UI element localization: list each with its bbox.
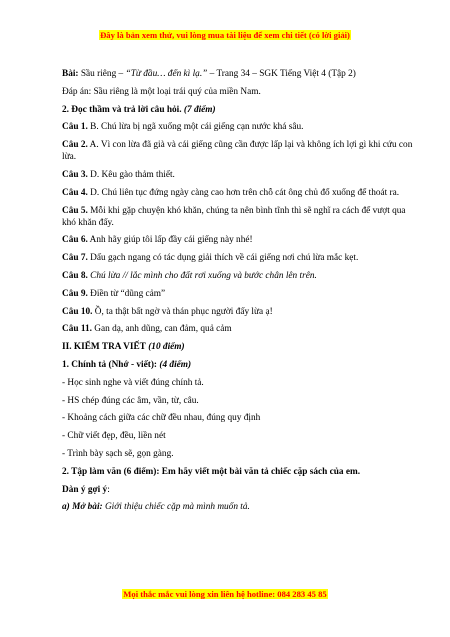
dictation-item: - Trình bày sạch sẽ, gọn gàng. [62, 448, 174, 459]
question-answer: Mỗi khi gặp chuyện khó khăn, chúng ta nên bình tĩnh thì sẽ nghĩ ra cách để vượt qua khó khăn đấy. [62, 205, 406, 228]
outline-line [62, 484, 415, 496]
question-label: Câu 2. [62, 140, 88, 151]
dictation-title: 1. Chính tả (Nhớ - viết): [62, 359, 158, 370]
question-label: Câu 11. [62, 324, 92, 335]
intro-line [62, 501, 415, 513]
lesson-text: Sầu riêng – [78, 69, 126, 79]
preview-notice-banner [0, 30, 450, 40]
question-5 [62, 205, 415, 229]
question-6 [62, 234, 415, 246]
part2-title: II. KIỂM TRA VIẾT [62, 342, 146, 353]
question-answer: Dấu gạch ngang có tác dụng giải thích về cái giếng nơi chú lừa mắc kẹt. [87, 253, 359, 264]
dictation-points: (4 điểm) [159, 359, 192, 370]
lesson-quote: “Từ đầu… đến kì lạ.” [125, 69, 208, 79]
lesson-line [62, 68, 415, 80]
section2-title: 2. Đọc thầm và trả lời câu hỏi. [62, 104, 182, 115]
question-9 [62, 288, 415, 300]
intro-text: Giới thiệu chiếc cặp mà mình muốn tả. [102, 502, 250, 513]
question-7 [62, 252, 415, 264]
answer-line: Đáp án: Sầu riêng là một loại trái quý của miền Nam. [62, 86, 261, 97]
intro-label: a) Mở bài: [62, 502, 103, 513]
question-label: Câu 1. [62, 122, 88, 133]
question-4 [62, 187, 415, 199]
question-answer: Chú lừa // lắc mình cho đất rơi xuống và bước chân lên trên. [87, 270, 317, 281]
dictation-item: - HS chép đúng các âm, vần, từ, câu. [62, 395, 199, 406]
question-1 [62, 121, 415, 133]
lesson-label: Bài: [62, 69, 79, 79]
question-label: Câu 4. [62, 187, 88, 198]
dictation-item: - Khoảng cách giữa các chữ đều nhau, đúng quy định [62, 413, 261, 424]
question-label: Câu 5. [62, 205, 88, 216]
question-answer: D. Kêu gào thảm thiết. [87, 169, 175, 180]
question-answer: Ồ, ta thật bất ngờ và thán phục người đấy lừa ạ! [92, 306, 273, 317]
question-label: Câu 7. [62, 253, 88, 264]
question-answer: Anh hãy giúp tôi lấp đầy cái giếng này nhé! [87, 235, 253, 246]
part2-points: (10 điểm) [148, 342, 185, 353]
question-answer: Gan dạ, anh dũng, can đảm, quả cảm [91, 324, 232, 335]
question-2 [62, 139, 415, 163]
question-11 [62, 323, 415, 335]
part2-heading [62, 341, 415, 353]
preview-notice-text: Đây là bản xem thử, vui lòng mua tài liệu để xem chi tiết (có lời giải) [100, 30, 350, 40]
question-label: Câu 3. [62, 169, 88, 180]
section2-points: (7 điểm) [183, 104, 216, 115]
outline-colon: : [107, 484, 110, 495]
dictation-item: - Chữ viết đẹp, đều, liền nét [62, 431, 166, 442]
dictation-heading [62, 359, 415, 371]
dictation-item: - Học sinh nghe và viết đúng chính tả. [62, 377, 204, 388]
question-label: Câu 8. [62, 270, 88, 281]
hotline-banner [0, 589, 450, 599]
question-label: Câu 10. [62, 306, 93, 317]
outline-label: Dàn ý gợi ý [62, 484, 108, 495]
hotline-text: Mọi thắc mắc vui lòng xin liên hệ hotline: 084 283 45 85 [123, 589, 327, 599]
question-answer: D. Chú liên tục đứng ngày càng cao hơn trên chỗ cát ông chủ đổ xuống để thoát ra. [87, 187, 400, 198]
section2-heading [62, 104, 415, 116]
document-body [62, 68, 415, 519]
question-3 [62, 169, 415, 181]
question-answer: Điền từ “dũng cảm” [87, 288, 166, 299]
essay-heading: 2. Tập làm văn (6 điểm): Em hãy viết một bài văn tả chiếc cặp sách của em. [62, 466, 361, 477]
question-10 [62, 306, 415, 318]
question-answer: B. Chú lừa bị ngã xuống một cái giếng cạn nước khá sâu. [87, 122, 304, 133]
question-label: Câu 9. [62, 288, 88, 299]
lesson-source: – Trang 34 – SGK Tiếng Việt 4 (Tập 2) [207, 69, 356, 79]
question-8 [62, 270, 415, 282]
question-answer: A. Vì con lừa đã già và cái giếng cũng cần được lấp lại và không ích lợi gì khi cứu con lừa. [62, 140, 413, 163]
question-label: Câu 6. [62, 235, 88, 246]
